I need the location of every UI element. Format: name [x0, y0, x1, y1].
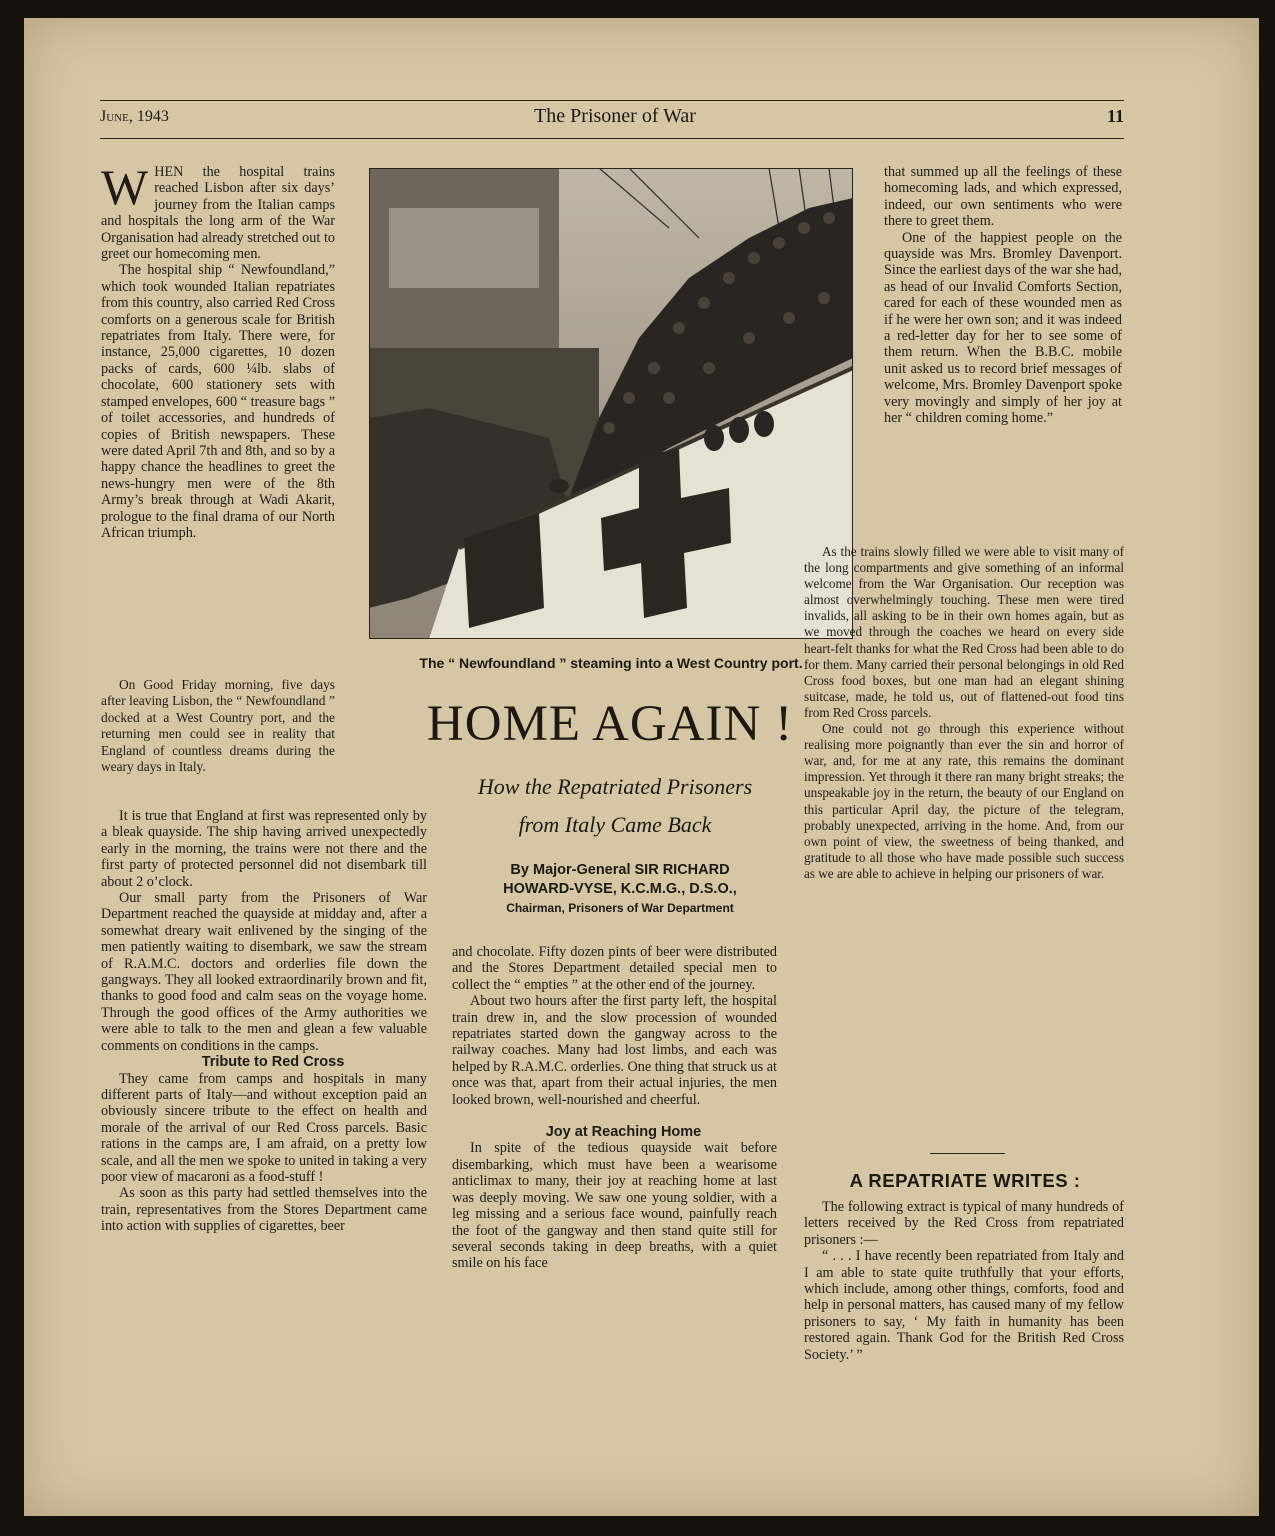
header-rule-top	[100, 100, 1124, 101]
ship-photo	[369, 168, 853, 639]
column-1-middle	[101, 677, 335, 775]
col2-paragraph-1: and chocolate. Fifty dozen pints of beer were distributed and the Stores Department detailed special men to collect the “ empties ” at the other end of the journey.	[452, 944, 777, 993]
subhead-tribute: Tribute to Red Cross	[201, 1054, 345, 1071]
article-subtitle-line2: from Italy Came Back	[518, 812, 712, 837]
col3-paragraph-3: As the trains slowly filled we were able to visit many of the long compartments and give something of an informal welcome from the War Organisation. Our reception was almost overwhelmingly touching. These men were tired invalids, all asking to be in their own homes again, but as we moved through the coaches we heard on every side heart-felt thanks for what the Red Cross had been able to do for them. Many carried their personal belongings in old Red Cross food boxes, but one man had an elegant shining suitcase, made, he told us, out of flattened-out food tins from Red Cross parcels.	[804, 544, 1124, 720]
col1-paragraph-2: The hospital ship “ Newfoundland,” which took wounded Italian repatriates from this country, also carried Red Cross comforts on a generous scale for British repatriates from Italy. There were, for instance, 25,000 cigarettes, 10 dozen packs of cards, 600 ¼lb. slabs of chocolate, 600 stationery sets with stamped envelopes, 600 “ treasure bags ” of toilet accessories, and hundreds of copies of British newspapers. These were dated April 7th and 8th, and so by a happy chance the headlines to greet the news-hungry men were of the 8th Army’s break through at Wadi Akarit, prologue to the final drama of our North African triumph.	[101, 262, 335, 541]
repatriate-heading: A REPATRIATE WRITES :	[849, 1170, 1081, 1191]
column-1-top	[101, 159, 335, 541]
column-3-top	[884, 164, 1122, 427]
col1-paragraph-3: On Good Friday morning, five days after leaving Lisbon, the “ Newfoundland ” docked at a West Country port, and the returning men could see in reality that England of countless dreams during the weary days in Italy.	[101, 677, 335, 775]
col2-paragraph-2: About two hours after the first party left, the hospital train drew in, and the slow procession of wounded repatriates started down the gangway across to the railway coaches. Many had lost limbs, and each was helped by R.A.M.C. orderlies. One thing that struck us at once was that, apart from their actual injuries, the men looked brown, well-nourished and cheerful.	[452, 993, 777, 1108]
repatriate-intro: The following extract is typical of many hundreds of letters received by the Red Cross from repatriated prisoners :—	[804, 1199, 1124, 1248]
subhead-joy: Joy at Reaching Home	[545, 1124, 702, 1141]
repatriate-letter-quote: “ . . . I have recently been repatriated from Italy and I am able to state quite truthfully that your efforts, which include, among other things, comforts, food and help in personal matters, has caused many of my fellow prisoners to say, ‘ My faith in humanity has been restored again. Thank God for the British Red Cross Society.’ ”	[804, 1248, 1124, 1363]
col1-paragraph-6: They came from camps and hospitals in many different parts of Italy—and without exception paid an obviously sincere tribute to the effect on health and morale of the arrival of our Red Cross parcels. Basic rations in the camps are, I am afraid, on a pretty low scale, and all the men we spoke to united in taking a very poor view of macaroni as a food-stuff !	[101, 1070, 427, 1185]
repatriate-section	[804, 1199, 1124, 1363]
article-subtitle-line1: How the Repatriated Prisoners	[477, 774, 753, 799]
header-rule-bottom	[100, 138, 1124, 139]
column-3-bottom	[804, 544, 1124, 882]
col3-paragraph-2: One of the happiest people on the quayside was Mrs. Bromley Davenport. Since the earliest days of the war she had, as head of our Invalid Comforts Section, cared for each of these wounded men as if he were her own son; and it was indeed a red-letter day for her to see some of them return. When the B.B.C. mobile unit asked us to record brief messages of welcome, Mrs. Bromley Davenport spoke very movingly and simply of her joy at her “ children coming home.”	[884, 229, 1122, 427]
column-2	[452, 944, 777, 1272]
section-divider	[930, 1153, 1005, 1154]
byline-honours: HOWARD-VYSE, K.C.M.G., D.S.O.,	[503, 881, 737, 897]
col1-paragraph-5: Our small party from the Prisoners of War Department reached the quayside at midday and, after a somewhat dreary wait enlivened by the singing of the men patiently waiting to disembark, we saw the stream of R.A.M.C. doctors and orderlies file down the gangways. They all looked extraordinarily brown and fit, thanks to good food and calm seas on the voyage home. Through the good offices of the Army authorities we were able to talk to the men and glean a few valuable comments on conditions in the camps.	[101, 890, 427, 1054]
article-headline: HOME AGAIN !	[426, 696, 794, 752]
byline-title: Chairman, Prisoners of War Department	[506, 901, 734, 915]
page-number: 11	[1106, 106, 1124, 126]
photo-caption: The “ Newfoundland ” steaming into a West Country port.	[419, 655, 803, 671]
column-1-bottom	[101, 808, 427, 1235]
drop-cap: W	[101, 159, 149, 215]
col1-paragraph-1: WHEN the hospital trains reached Lisbon after six days’ journey from the Italian camps and hospitals the long arm of the War Organisation had already stretched out to greet our homecoming men.	[101, 159, 335, 263]
byline-author: By Major-General SIR RICHARD	[510, 862, 730, 878]
issue-date: June, 1943	[100, 108, 169, 125]
col3-paragraph-4: One could not go through this experience without realising more poignantly than ever the sin and horror of war, and, for me at any rate, this remains the dominant impression. Yet through it there ran many bright streaks; the unspeakable joy in the return, the beauty of our England on this particular April day, the picture of the telegram, probably unexpected, arriving in the home. And, from our own point of view, the sweetness of being thanked, and gratitude to all those who have made possible such success as we are able to achieve in helping our prisoners of war.	[804, 721, 1124, 881]
col1-paragraph-4: It is true that England at first was represented only by a bleak quayside. The ship having arrived unexpectedly early in the morning, the trains were not there and the first party of protected personnel did not disembark till about 2 o’clock.	[101, 808, 427, 890]
col2-paragraph-3: In spite of the tedious quayside wait before disembarking, which must have been a wearisome anticlimax to many, their joy at reaching home at last was deeply moving. We saw one young soldier, with a leg missing and a serious face wound, painfully reach the foot of the gangway and then stand quite still for several seconds taking in deep breaths, with a quiet smile on his face	[452, 1140, 777, 1272]
col3-paragraph-1: that summed up all the feelings of these homecoming lads, and which expressed, indeed, our own sentiments who were there to greet them.	[884, 164, 1122, 230]
col1-paragraph-7: As soon as this party had settled themselves into the train, representatives from the Stores Department came into action with supplies of cigarettes, beer	[101, 1185, 427, 1235]
publication-title: The Prisoner of War	[534, 105, 696, 127]
